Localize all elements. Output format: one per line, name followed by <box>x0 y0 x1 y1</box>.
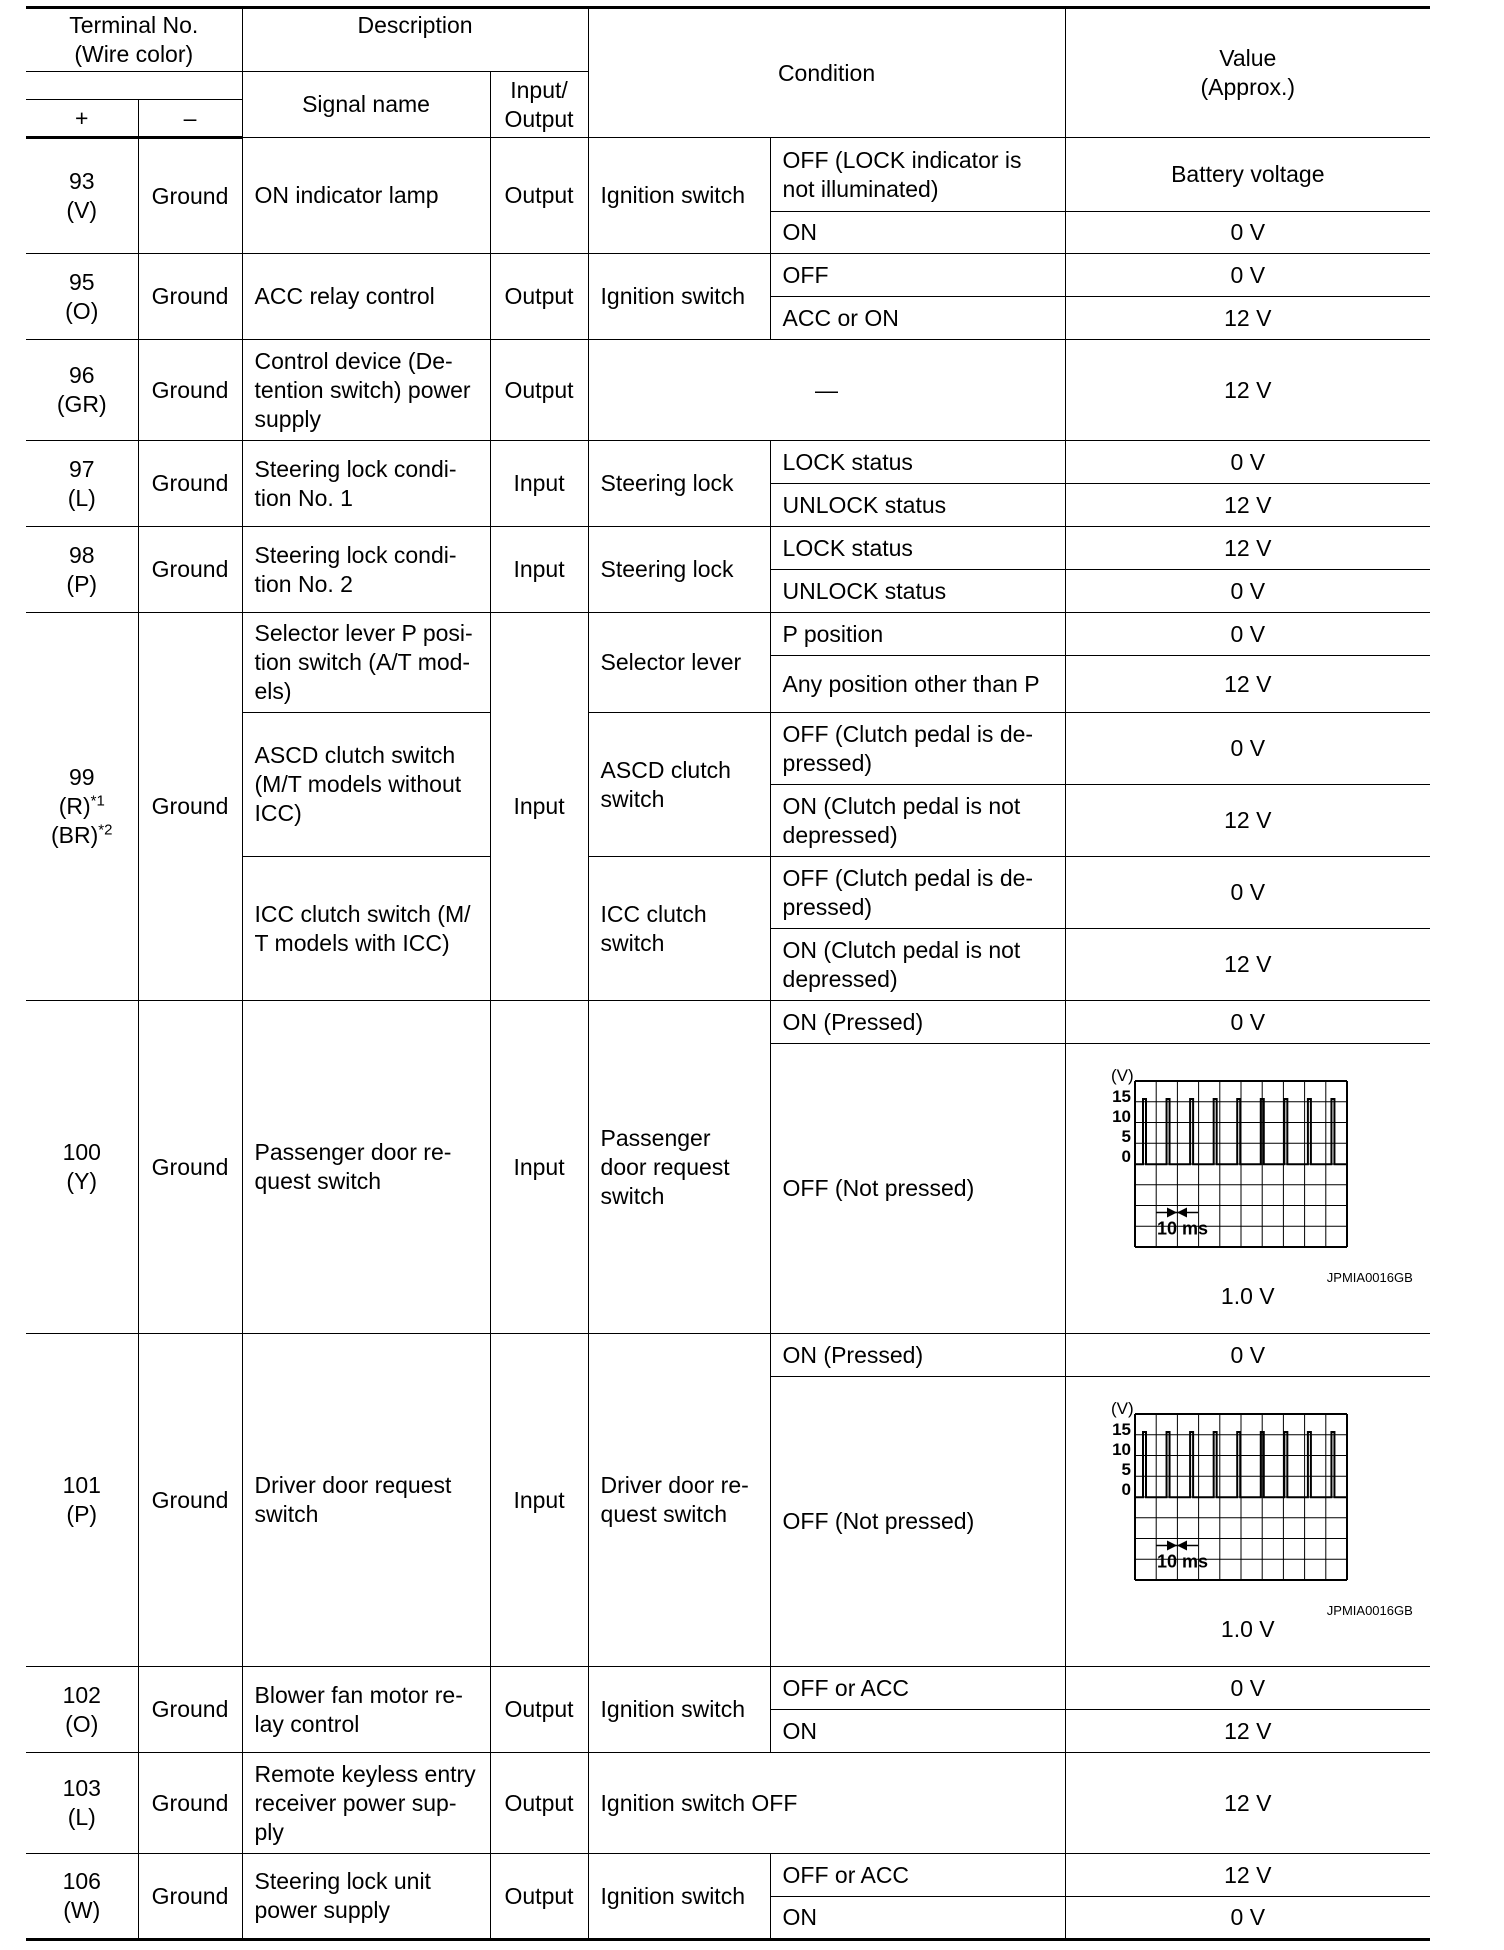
condition-sub: OFF (Clutch pedal is de-pressed) <box>770 713 1065 785</box>
value-cell: 0 V <box>1065 1001 1430 1044</box>
scale-arrow <box>1167 1207 1177 1217</box>
axis-tick-label: 5 <box>1121 1126 1131 1146</box>
condition-sub: LOCK status <box>770 441 1065 484</box>
scale-label: 10 ms <box>1156 1218 1208 1238</box>
header-spacer <box>26 72 242 100</box>
wire-color: (O) <box>65 297 99 324</box>
value-cell: 12 V <box>1065 297 1430 340</box>
axis-unit-label: (V) <box>1110 1399 1134 1418</box>
header-terminal-no-label: Terminal No. <box>69 12 199 38</box>
minus-cell: Ground <box>138 138 242 254</box>
scale-arrow <box>1177 1207 1187 1217</box>
io-cell: Input <box>490 1001 588 1334</box>
condition-main: ASCD clutch switch <box>588 713 770 857</box>
footnote-mark: *2 <box>98 821 113 839</box>
value-cell: 12 V <box>1065 1710 1430 1753</box>
footnote-mark: *1 <box>90 792 105 810</box>
io-cell: Output <box>490 1667 588 1753</box>
header-signal-name: Signal name <box>242 72 490 138</box>
condition-sub: OFF (Clutch pedal is de-pressed) <box>770 857 1065 929</box>
waveform-trace <box>1135 1099 1347 1164</box>
condition-sub: ACC or ON <box>770 297 1065 340</box>
io-cell: Output <box>490 254 588 340</box>
condition-sub: OFF (Not pressed) <box>770 1044 1065 1334</box>
waveform-chart <box>1083 1066 1413 1285</box>
wire-color: (Y) <box>66 1168 98 1194</box>
value-cell: 12 V <box>1065 340 1430 441</box>
minus-cell: Ground <box>138 1001 242 1334</box>
terminal-cell <box>26 1334 138 1667</box>
condition-sub: ON (Clutch pedal is not depressed) <box>770 929 1065 1001</box>
signal-name: Control device (De-tention switch) power supply <box>242 340 490 441</box>
header-input-output <box>490 72 588 138</box>
signal-name: ASCD clutch switch (M/T models without ICC) <box>242 713 490 857</box>
terminal-number: 99 <box>68 764 95 790</box>
io-cell: Output <box>490 1753 588 1854</box>
value-cell: 12 V <box>1065 1753 1430 1854</box>
minus-cell: Ground <box>138 1334 242 1667</box>
signal-name: Steering lock unit power supply <box>242 1854 490 1940</box>
value-cell: 0 V <box>1065 254 1430 297</box>
wire-color: (BR) <box>51 822 99 848</box>
terminal-number: 96 <box>68 362 95 388</box>
header-minus: – <box>138 100 242 138</box>
condition-main: Passenger door request switch <box>588 1001 770 1334</box>
minus-cell: Ground <box>138 254 242 340</box>
condition-main: Driver door re-quest switch <box>588 1334 770 1667</box>
value-cell: 0 V <box>1065 212 1430 254</box>
value-cell: 12 V <box>1065 484 1430 527</box>
header-value-label: Value <box>1219 45 1277 71</box>
condition-sub: ON <box>770 1897 1065 1940</box>
figure-code: JPMIA0016GB <box>1326 1269 1413 1285</box>
signal-name: Passenger door re-quest switch <box>242 1001 490 1334</box>
terminal-cell <box>26 254 138 340</box>
value-text: 1.0 V <box>1220 1282 1275 1309</box>
condition-main: ICC clutch switch <box>588 857 770 1001</box>
value-cell: 0 V <box>1065 613 1430 656</box>
wire-color: (V) <box>66 197 98 223</box>
minus-cell: Ground <box>138 1667 242 1753</box>
condition-sub: OFF or ACC <box>770 1667 1065 1710</box>
condition-sub: ON <box>770 212 1065 254</box>
header-wire-color-label: (Wire color) <box>74 41 194 67</box>
header-condition: Condition <box>588 8 1065 138</box>
value-cell: 0 V <box>1065 1667 1430 1710</box>
terminal-number: 100 <box>62 1139 101 1165</box>
value-cell: 12 V <box>1065 1854 1430 1897</box>
header-approx-label: (Approx.) <box>1200 74 1296 100</box>
value-cell <box>1065 1377 1430 1667</box>
value-cell <box>1065 1044 1430 1334</box>
terminal-number: 106 <box>62 1868 101 1894</box>
value-cell: 12 V <box>1065 656 1430 713</box>
terminal-number: 95 <box>68 268 95 295</box>
signal-name: Steering lock condi-tion No. 2 <box>242 527 490 613</box>
value-cell: 0 V <box>1065 1334 1430 1377</box>
header-value <box>1065 8 1430 138</box>
axis-tick-label: 10 <box>1111 1106 1131 1126</box>
value-cell: 12 V <box>1065 527 1430 570</box>
condition-main: — <box>588 340 1065 441</box>
wire-color: (R) <box>58 793 91 819</box>
value-cell: 0 V <box>1065 713 1430 785</box>
terminal-cell <box>26 138 138 254</box>
condition-sub: OFF or ACC <box>770 1854 1065 1897</box>
minus-cell: Ground <box>138 1854 242 1940</box>
terminal-cell <box>26 1667 138 1753</box>
wire-color: (W) <box>63 1897 101 1923</box>
scale-arrow <box>1177 1540 1187 1550</box>
signal-name: Steering lock condi-tion No. 1 <box>242 441 490 527</box>
waveform-chart <box>1083 1399 1413 1618</box>
condition-sub: UNLOCK status <box>770 484 1065 527</box>
terminal-number: 103 <box>62 1775 101 1801</box>
terminal-number: 102 <box>62 1681 101 1708</box>
axis-tick-label: 5 <box>1121 1459 1131 1479</box>
terminal-number: 98 <box>68 541 95 568</box>
wire-color: (GR) <box>56 391 107 417</box>
waveform-svg <box>1083 1067 1413 1282</box>
wire-color: (L) <box>67 1804 96 1830</box>
condition-main: Steering lock <box>588 527 770 613</box>
io-cell: Input <box>490 527 588 613</box>
io-cell: Output <box>490 340 588 441</box>
minus-cell: Ground <box>138 1753 242 1854</box>
condition-main: Ignition switch <box>588 1667 770 1753</box>
terminal-cell <box>26 441 138 527</box>
signal-name: Selector lever P posi-tion switch (A/T mod-els) <box>242 613 490 713</box>
waveform-svg <box>1083 1400 1413 1615</box>
axis-tick-label: 0 <box>1121 1479 1131 1499</box>
value-cell: 12 V <box>1065 785 1430 857</box>
condition-main: Ignition switch OFF <box>588 1753 1065 1854</box>
header-plus: + <box>26 100 138 138</box>
terminal-cell <box>26 340 138 441</box>
value-cell: 0 V <box>1065 857 1430 929</box>
wire-color: (P) <box>66 570 98 597</box>
terminal-number: 93 <box>68 168 95 194</box>
io-cell: Input <box>490 613 588 1001</box>
signal-name: ICC clutch switch (M/ T models with ICC) <box>242 857 490 1001</box>
condition-main: Ignition switch <box>588 1854 770 1940</box>
wire-color: (O) <box>65 1710 99 1737</box>
axis-unit-label: (V) <box>1110 1066 1134 1085</box>
wire-color: (L) <box>67 484 96 511</box>
condition-sub: LOCK status <box>770 527 1065 570</box>
terminal-cell <box>26 1753 138 1854</box>
header-io-line1: Input/ <box>510 76 568 103</box>
io-cell: Output <box>490 138 588 254</box>
header-description: Description <box>242 8 588 72</box>
wire-color: (P) <box>66 1501 98 1527</box>
value-cell: 0 V <box>1065 570 1430 613</box>
value-text: 1.0 V <box>1220 1615 1275 1642</box>
minus-cell: Ground <box>138 527 242 613</box>
axis-tick-label: 15 <box>1111 1086 1131 1106</box>
waveform-trace <box>1135 1432 1347 1497</box>
terminal-table <box>26 6 1430 1941</box>
io-cell: Output <box>490 1854 588 1940</box>
figure-code: JPMIA0016GB <box>1326 1602 1413 1618</box>
io-cell: Input <box>490 441 588 527</box>
condition-sub: Any position other than P <box>770 656 1065 713</box>
terminal-cell <box>26 527 138 613</box>
minus-cell: Ground <box>138 613 242 1001</box>
terminal-cell <box>26 613 138 1001</box>
condition-sub: P position <box>770 613 1065 656</box>
signal-name: ON indicator lamp <box>242 138 490 254</box>
condition-sub: UNLOCK status <box>770 570 1065 613</box>
header-io-line2: Output <box>504 105 574 132</box>
condition-sub: ON (Pressed) <box>770 1334 1065 1377</box>
header-terminal-no <box>26 8 242 72</box>
condition-sub: ON <box>770 1710 1065 1753</box>
axis-tick-label: 10 <box>1111 1439 1131 1459</box>
condition-sub: ON (Clutch pedal is not depressed) <box>770 785 1065 857</box>
value-cell: 0 V <box>1065 441 1430 484</box>
io-cell: Input <box>490 1334 588 1667</box>
condition-sub: OFF <box>770 254 1065 297</box>
terminal-number: 101 <box>62 1472 101 1498</box>
terminal-cell <box>26 1854 138 1940</box>
condition-main: Ignition switch <box>588 254 770 340</box>
axis-tick-label: 15 <box>1111 1419 1131 1439</box>
signal-name: Remote keyless entry receiver power sup-ply <box>242 1753 490 1854</box>
scale-label: 10 ms <box>1156 1551 1208 1571</box>
signal-name: Blower fan motor re-lay control <box>242 1667 490 1753</box>
value-cell: 0 V <box>1065 1897 1430 1940</box>
terminal-number: 97 <box>68 455 95 482</box>
condition-sub: OFF (Not pressed) <box>770 1377 1065 1667</box>
signal-name: Driver door request switch <box>242 1334 490 1667</box>
condition-main: Steering lock <box>588 441 770 527</box>
condition-sub: ON (Pressed) <box>770 1001 1065 1044</box>
condition-sub: OFF (LOCK indicator is not illuminated) <box>770 138 1065 212</box>
value-cell: Battery voltage <box>1065 138 1430 212</box>
condition-main: Selector lever <box>588 613 770 713</box>
condition-main: Ignition switch <box>588 138 770 254</box>
terminal-cell <box>26 1001 138 1334</box>
scale-arrow <box>1167 1540 1177 1550</box>
signal-name: ACC relay control <box>242 254 490 340</box>
value-cell: 12 V <box>1065 929 1430 1001</box>
minus-cell: Ground <box>138 441 242 527</box>
minus-cell: Ground <box>138 340 242 441</box>
axis-tick-label: 0 <box>1121 1146 1131 1166</box>
